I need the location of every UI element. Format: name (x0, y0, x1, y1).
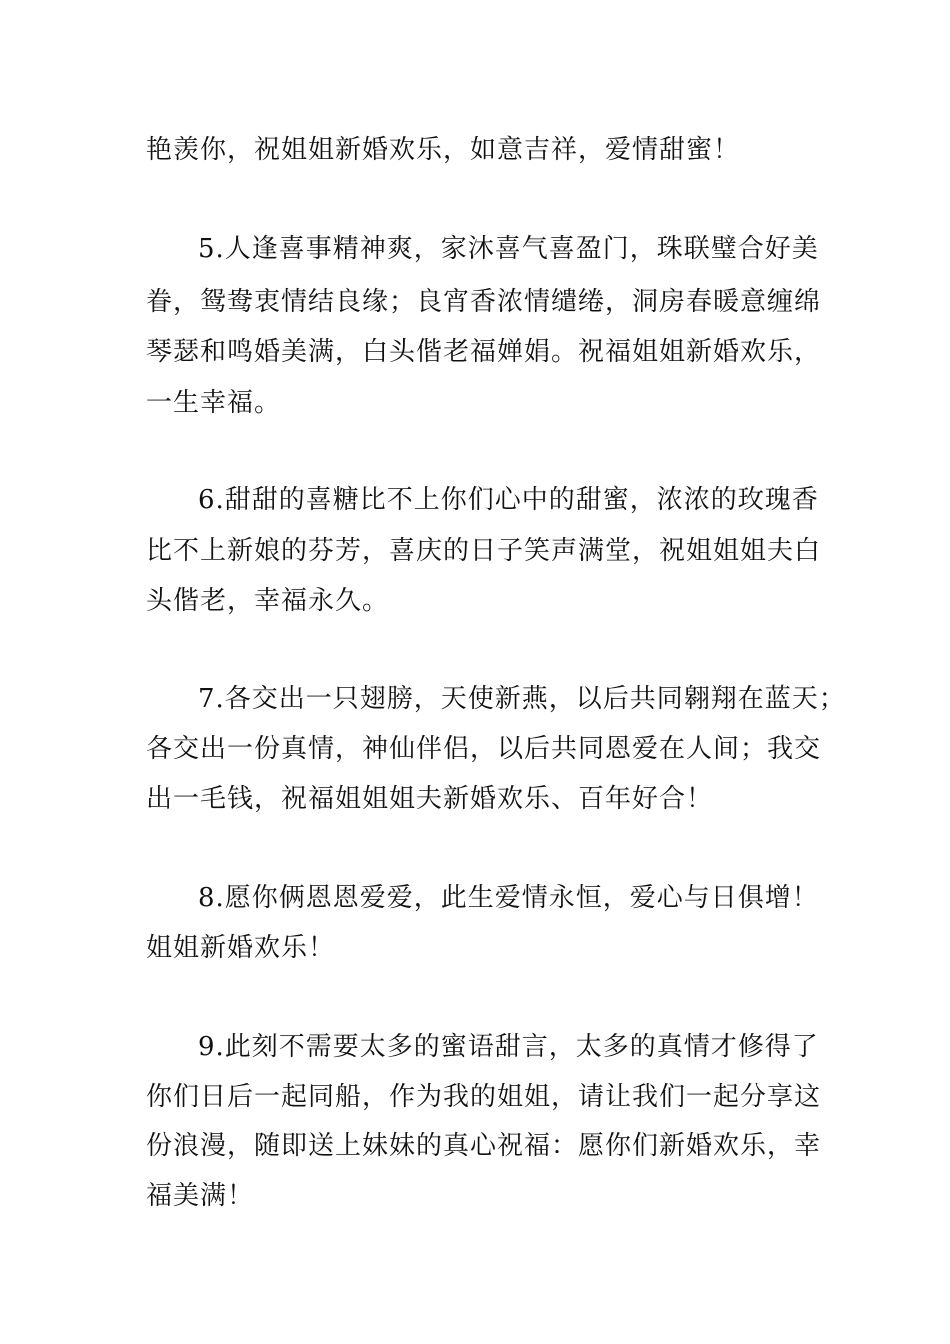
paragraph-line: 头偕老，幸福永久。 (146, 586, 390, 616)
paragraph-line: 福美满！ (146, 1181, 255, 1211)
paragraph-line: 眷，鸳鸯衷情结良缘；良宵香浓情缱绻，洞房春暖意缠绵 (146, 287, 822, 317)
paragraph-line: 7.各交出一只翅膀，天使新燕，以后共同翱翔在蓝天； (198, 684, 846, 714)
paragraph-line: 你们日后一起同船，作为我的姐姐，请让我们一起分享这 (146, 1082, 822, 1112)
paragraph-line: 艳羡你，祝姐姐新婚欢乐，如意吉祥，爱情甜蜜！ (146, 135, 741, 165)
paragraph-line: 比不上新娘的芬芳，喜庆的日子笑声满堂，祝姐姐姐夫白 (146, 536, 822, 566)
paragraph-line: 姐姐新婚欢乐！ (146, 933, 336, 963)
paragraph-line: 8.愿你俩恩恩爱爱，此生爱情永恒，爱心与日俱增！ (198, 883, 819, 913)
paragraph-line: 5.人逢喜事精神爽，家沐喜气喜盈门，珠联璧合好美 (198, 234, 819, 264)
paragraph-line: 琴瑟和鸣婚美满，白头偕老福婵娟。祝福姐姐新婚欢乐， (146, 337, 822, 367)
paragraph-line: 出一毛钱，祝福姐姐姐夫新婚欢乐、百年好合！ (146, 784, 714, 814)
paragraph-line: 一生幸福。 (146, 388, 282, 418)
paragraph-line: 6.甜甜的喜糖比不上你们心中的甜蜜，浓浓的玫瑰香 (198, 485, 819, 515)
paragraph-line: 份浪漫，随即送上妹妹的真心祝福：愿你们新婚欢乐，幸 (146, 1131, 822, 1161)
paragraph-line: 9.此刻不需要太多的蜜语甜言，太多的真情才修得了 (198, 1032, 819, 1062)
paragraph-line: 各交出一份真情，神仙伴侣，以后共同恩爱在人间；我交 (146, 734, 822, 764)
